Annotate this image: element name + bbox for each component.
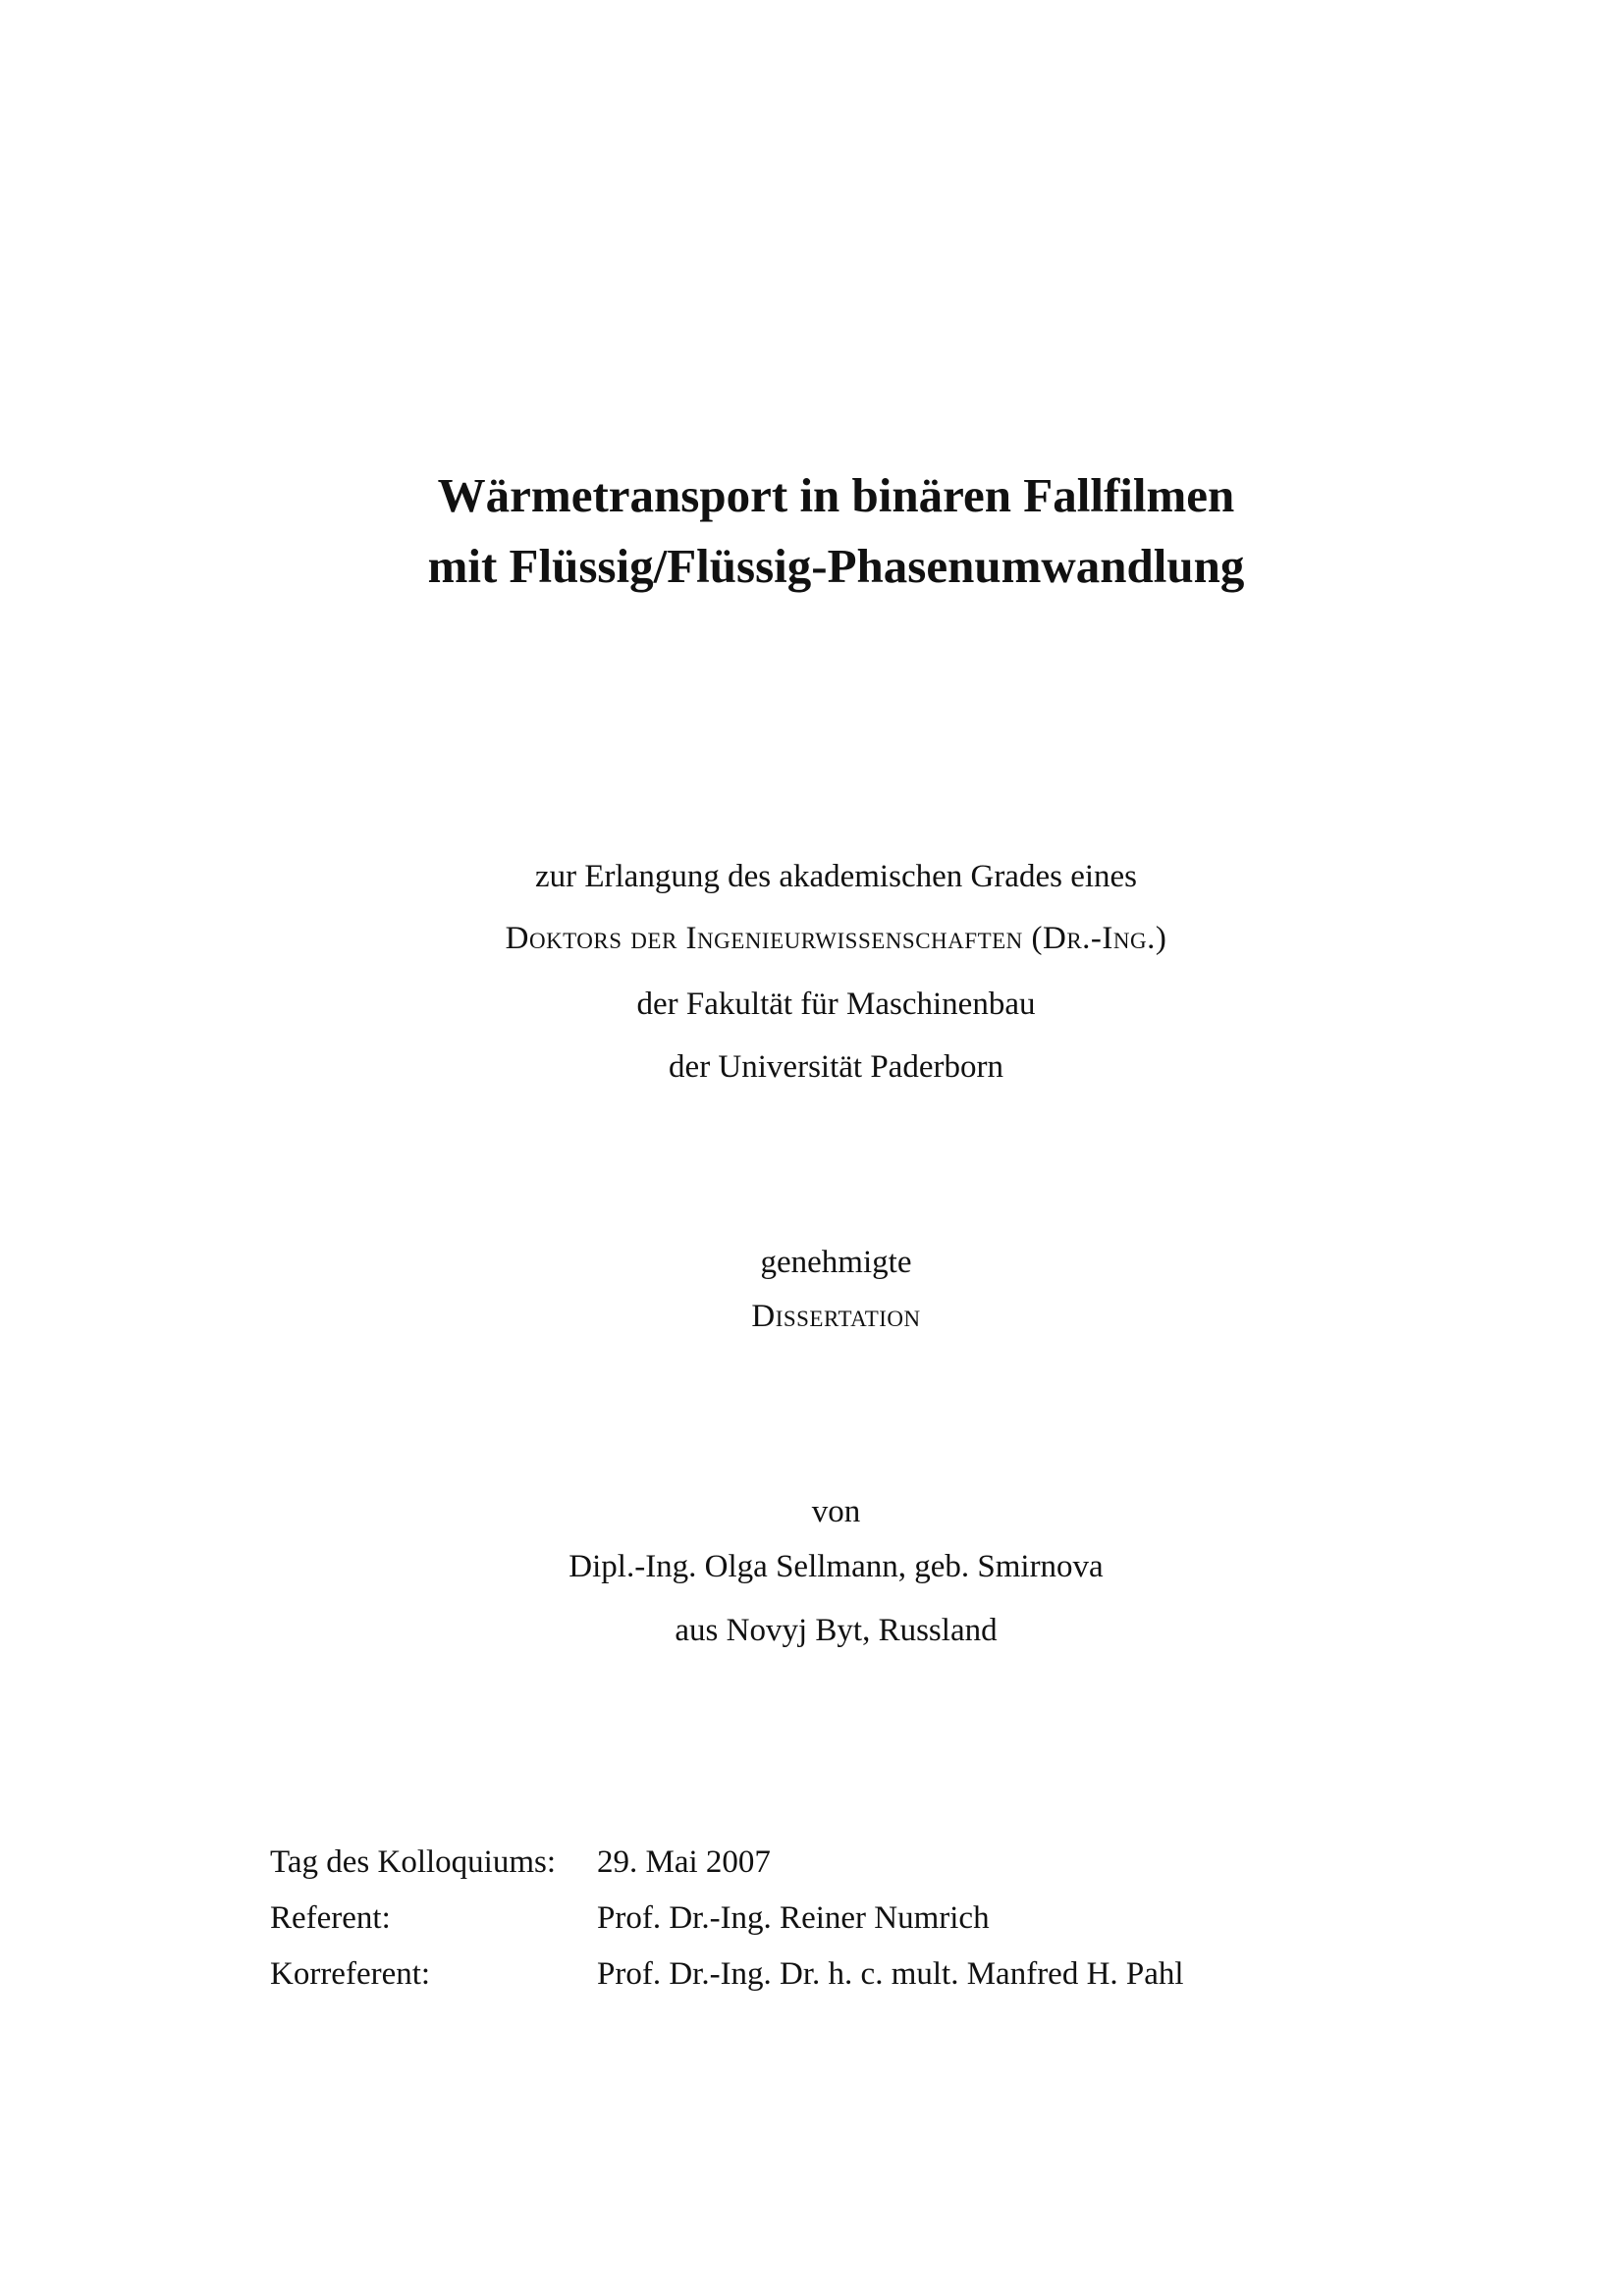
document-type: Dissertation	[751, 1299, 921, 1334]
colloquium-date-label: Tag des Kolloquiums:	[270, 1844, 557, 1880]
thesis-title-line-1: Wärmetransport in binären Fallfilmen	[437, 468, 1235, 522]
referee-value: Prof. Dr.-Ing. Reiner Numrich	[597, 1900, 990, 1936]
degree-name: Doktors der Ingenieurwissenschaften (Dr.-Ing.)	[505, 921, 1167, 956]
thesis-title-line-2: mit Flüssig/Flüssig-Phasenumwandlung	[427, 539, 1245, 593]
author-by: von	[811, 1494, 861, 1529]
co-referee-label: Korreferent:	[270, 1956, 431, 1992]
degree-purpose: zur Erlangung des akademischen Grades eines	[534, 859, 1137, 894]
faculty: der Fakultät für Maschinenbau	[636, 987, 1036, 1022]
colloquium-date-value: 29. Mai 2007	[597, 1844, 771, 1880]
university: der Universität Paderborn	[669, 1049, 1003, 1085]
author-origin: aus Novyj Byt, Russland	[675, 1613, 998, 1648]
approval-text: genehmigte	[760, 1245, 912, 1280]
referee-label: Referent:	[270, 1900, 391, 1936]
co-referee-value: Prof. Dr.-Ing. Dr. h. c. mult. Manfred H. Pahl	[597, 1956, 1184, 1992]
author-name: Dipl.-Ing. Olga Sellmann, geb. Smirnova	[568, 1549, 1104, 1584]
